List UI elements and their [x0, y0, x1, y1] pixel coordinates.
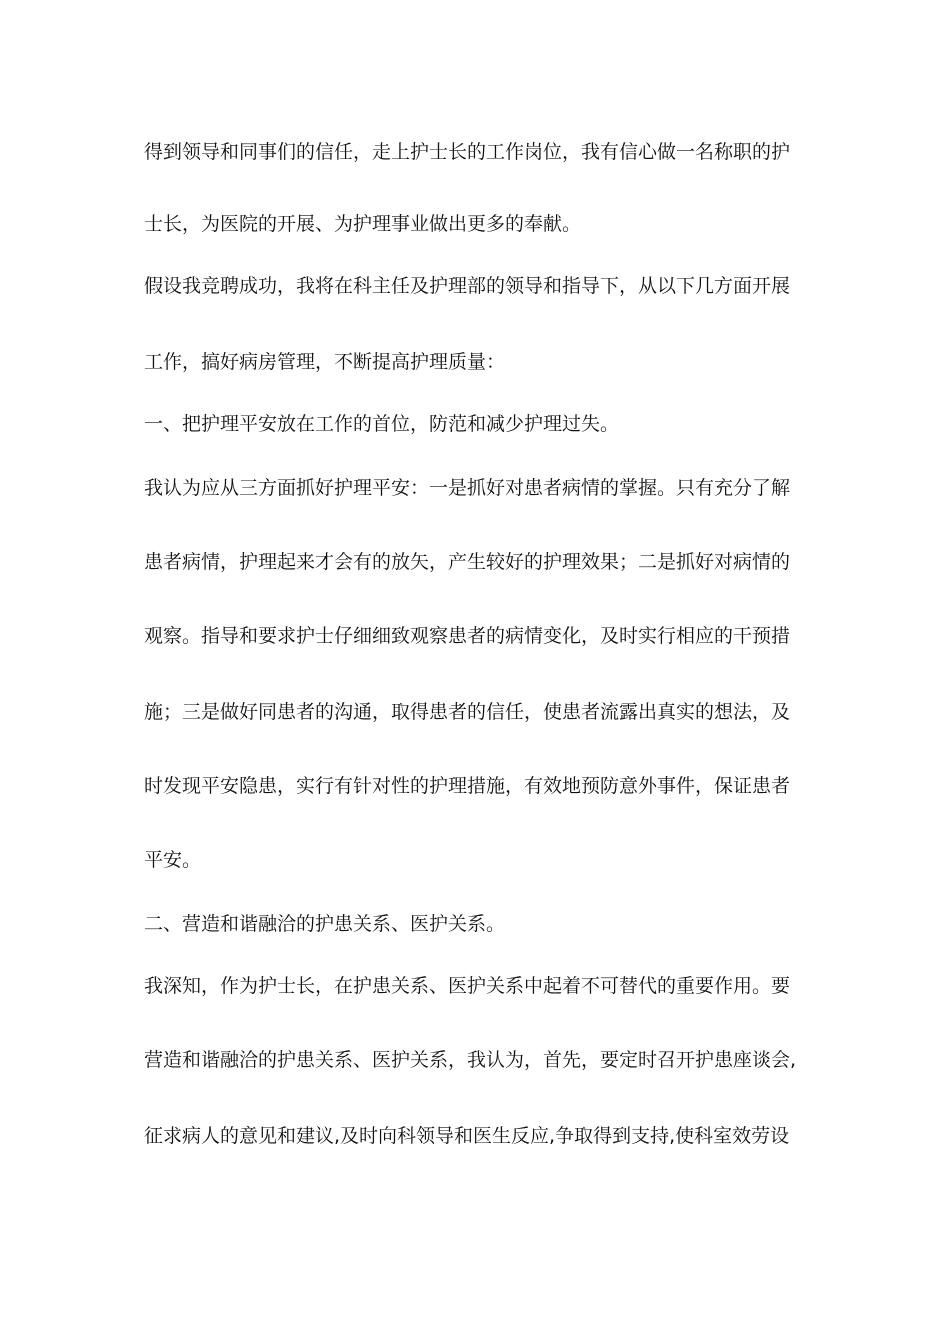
- text-line: 患者病情，护理起来才会有的放矢，产生较好的护理效果；二是抓好对病情的: [144, 551, 791, 573]
- section-heading: 二、营造和谐融洽的护患关系、医护关系。: [144, 913, 506, 935]
- text-line: 征求病人的意见和建议,及时向科领导和医生反应,争取得到支持,使科室效劳设: [144, 1125, 790, 1147]
- text-line: 平安。: [144, 849, 202, 871]
- section-heading: 一、把护理平安放在工作的首位，防范和减少护理过失。: [144, 413, 620, 435]
- text-line: 我深知，作为护士长，在护患关系、医护关系中起着不可替代的重要作用。要: [144, 975, 791, 997]
- text-line: 士长，为医院的开展、为护理事业做出更多的奉献。: [144, 213, 582, 235]
- text-line: 工作，搞好病房管理，不断提高护理质量：: [144, 351, 506, 373]
- text-line: 时发现平安隐患，实行有针对性的护理措施，有效地预防意外事件，保证患者: [144, 775, 791, 797]
- text-line: 营造和谐融洽的护患关系、医护关系，我认为，首先，要定时召开护患座谈会,: [144, 1049, 797, 1071]
- text-line: 得到领导和同事们的信任，走上护士长的工作岗位，我有信心做一名称职的护: [144, 141, 791, 163]
- text-line: 观察。指导和要求护士仔细细致观察患者的病情变化，及时实行相应的干预措: [144, 625, 791, 647]
- text-line: 我认为应从三方面抓好护理平安：一是抓好对患者病情的掌握。只有充分了解: [144, 477, 791, 499]
- text-line: 施；三是做好同患者的沟通，取得患者的信任，使患者流露出真实的想法，及: [144, 701, 791, 723]
- text-line: 假设我竞聘成功，我将在科主任及护理部的领导和指导下，从以下几方面开展: [144, 275, 791, 297]
